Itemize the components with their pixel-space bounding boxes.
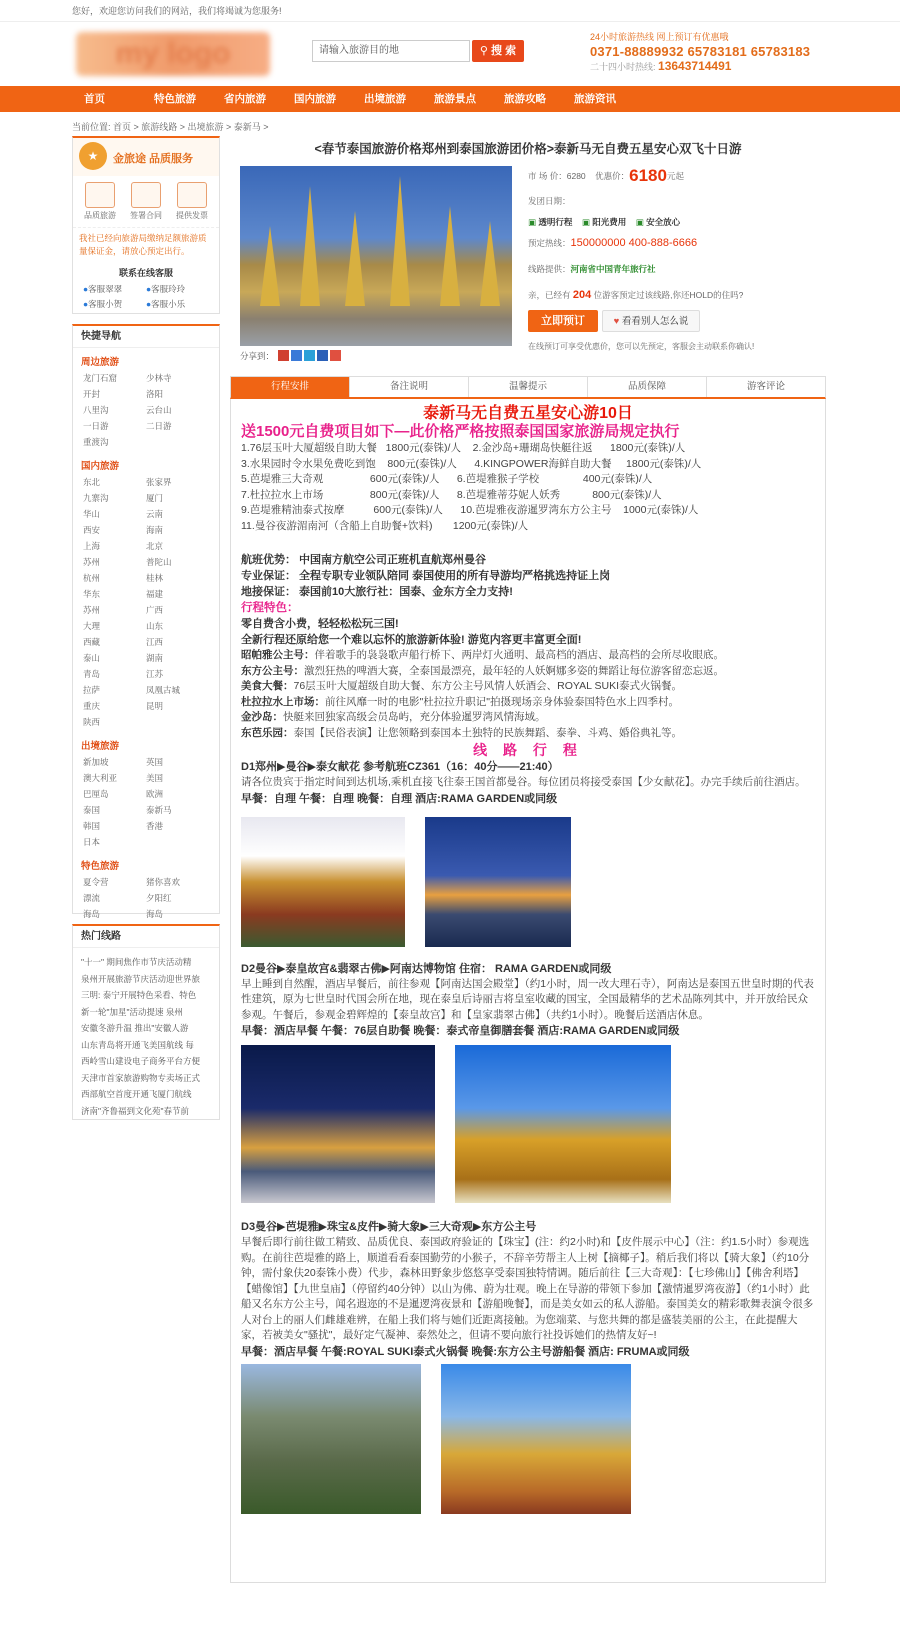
welcome-bar: 您好，欢迎您访问我们的网站，我们将竭诚为您服务! (0, 0, 900, 22)
day1-meals: 早餐：自理 午餐：自理 晚餐：自理 酒店:RAMA GARDEN或同级 (241, 792, 558, 805)
quality-tour-badge[interactable]: 品质旅游 (84, 182, 116, 221)
quick-nav-link[interactable]: 九寨沟 (83, 493, 109, 503)
quick-nav-link[interactable]: 湖南 (146, 653, 164, 663)
nav-news[interactable]: 旅游资讯 (574, 93, 616, 105)
grand-palace-photo (241, 817, 405, 947)
quick-nav-link[interactable]: 拉萨 (83, 685, 101, 695)
quick-nav-link[interactable]: 美国 (146, 773, 164, 783)
gift-item: 7.杜拉拉水上市场 800元(泰铢)/人 8.芭堤雅蒂芬妮人妖秀 800元(泰铢)/人 (241, 488, 662, 501)
hotline-label: 24小时旅游热线 网上预订有优惠哦 (590, 32, 729, 42)
quick-nav-link[interactable]: 云南 (146, 509, 164, 519)
hot-route-link[interactable]: 西岭雪山建设电子商务平台方便 (81, 1056, 201, 1066)
quick-nav-link[interactable]: 八里沟 (83, 405, 109, 415)
search-button[interactable]: ⚲ 搜 索 (472, 40, 524, 62)
feature-line: 零自费含小费，轻轻松松玩三国! (241, 618, 399, 630)
quick-nav-link[interactable]: 猪你喜欢 (146, 877, 181, 887)
quick-nav-link[interactable]: 欧洲 (146, 789, 164, 799)
quick-nav-link[interactable]: 厦门 (146, 493, 164, 503)
quick-nav-link[interactable]: 洛阳 (146, 389, 164, 399)
provider[interactable]: 河南省中国青年旅行社 (570, 264, 656, 274)
advantage-flight: 航班优势： 中国南方航空公司正班机直航郑州曼谷 (241, 554, 487, 566)
share-icon[interactable] (304, 350, 315, 361)
quick-nav-link[interactable]: 澳大利亚 (83, 773, 118, 783)
depart-date-label: 发团日期： (528, 196, 571, 206)
feature-item (241, 726, 815, 742)
logo-text: my logo (115, 37, 231, 70)
cs-link[interactable]: ● 客服玲玲 (146, 283, 209, 295)
hot-route-link[interactable]: 西部航空首度开通飞厦门航线 (81, 1089, 192, 1099)
hotline-24h: 13643714491 (658, 59, 732, 73)
quick-nav-link[interactable]: 泰山 (83, 653, 101, 663)
booking-note: 在线预订可享受优惠价，您可以先预定，客服会主动联系你确认! (528, 342, 755, 351)
nav-featured[interactable]: 特色旅游 (154, 93, 196, 105)
quick-nav-link[interactable]: 日本 (83, 837, 101, 847)
share-icon[interactable] (317, 350, 328, 361)
customer-service-title: 联系在线客服 (118, 268, 173, 278)
route-title: 线 路 行 程 (473, 742, 583, 758)
brand-text: 金旅途 品质服务 (113, 153, 194, 165)
temple-spires-photo (441, 1364, 631, 1514)
nav-attractions[interactable]: 旅游景点 (434, 93, 476, 105)
quick-nav-link[interactable]: 巴厘岛 (83, 789, 109, 799)
medal-icon: ★ (79, 142, 107, 170)
group-title[interactable]: 国内旅游 (81, 461, 120, 472)
hot-route-link[interactable]: 山东青岛将开通飞美国航线 每 (81, 1039, 194, 1050)
quick-nav-link[interactable]: 陕西 (83, 717, 101, 727)
feature-label: 昭帕雅公主号： (241, 649, 315, 661)
quality-icon (85, 182, 115, 208)
hotline-numbers: 0371-88889932 65783181 65783183 (590, 44, 811, 59)
feature-desc: 前往风靡一时的电影"杜拉拉升职记"拍摄现场亲身体验泰国特色水上四季村。 (325, 695, 679, 708)
feature-line: 全新行程还原给您一个难以忘怀的旅游新体验! 游览内容更丰富更全面! (241, 634, 582, 646)
day2-meals: 早餐：酒店早餐 午餐：76层自助餐 晚餐：泰式帝皇御膳套餐 酒店:RAMA GARDEN或同级 (241, 1025, 680, 1037)
hot-route-link[interactable]: 泉州开展旅游节庆活动迎世界旅 (81, 973, 201, 984)
gift-item: 5.芭堤雅三大奇观 600元(泰铢)/人 6.芭堤雅猴子学校 400元(泰铢)/人 (241, 473, 653, 485)
reviews-button[interactable]: ♥ 看看别人怎么说 (602, 310, 700, 332)
quick-nav-link[interactable]: 海岛 (146, 909, 164, 919)
day3-meals: 早餐：酒店早餐 午餐:ROYAL SUKI泰式火锅餐 晚餐:东方公主号游船餐 酒店: FRUMA或同级 (241, 1345, 690, 1358)
share-icon[interactable] (278, 350, 289, 361)
quick-nav-link[interactable]: 普陀山 (146, 557, 172, 567)
group-title[interactable]: 特色旅游 (81, 861, 120, 872)
book-now-button[interactable]: 立即预订 (528, 310, 598, 332)
feature-desc: 76层玉叶大厦超级自助大餐、东方公主号风情人妖酒会、ROYAL SUKI泰式火锅餐。 (293, 680, 683, 692)
quick-nav-link[interactable]: 泰国 (83, 805, 101, 815)
search-icon: ⚲ (479, 45, 488, 57)
quick-nav-link[interactable]: 夏令营 (83, 877, 109, 887)
hot-route-link[interactable]: 安徽冬游升温 推出"安徽人游 (81, 1023, 189, 1033)
quick-nav-link[interactable]: 二日游 (146, 421, 172, 431)
quick-nav-link[interactable]: 苏州 (83, 557, 101, 567)
hot-route-link[interactable]: 天津市首家旅游购物专卖场正式 (81, 1072, 201, 1083)
quick-nav-link[interactable]: 华山 (83, 509, 101, 519)
quick-nav-link[interactable]: 江苏 (146, 669, 164, 679)
tab-guarantee[interactable]: 品质保障 (588, 377, 707, 397)
group-title[interactable]: 出境旅游 (81, 741, 120, 752)
gift-item: 11.曼谷夜游湄南河（含船上自助餐+饮料) 1200元(泰铢)/人 (241, 519, 529, 532)
quick-nav-link[interactable]: 龙门石窟 (83, 373, 118, 383)
feature-label: 东芭乐园： (241, 726, 294, 739)
site-logo[interactable] (76, 32, 270, 76)
itinerary-heading: 泰新马无自费五星安心游10日 (423, 405, 633, 422)
tab-reviews[interactable]: 游客评论 (746, 381, 785, 392)
market-price: 6280 (566, 171, 586, 181)
day2-title: D2曼谷▶泰皇故宫&翡翠古佛▶阿南达博物馆 住宿： RAMA GARDEN或同级 (241, 962, 612, 975)
gift-heading: 送1500元自费项目如下—此价格严格按照泰国国家旅游局规定执行 (241, 423, 680, 440)
nav-outbound[interactable]: 出境旅游 (364, 93, 406, 105)
hot-route-link[interactable]: 三明: 泰宁开展特色采看、特色 (81, 990, 197, 1000)
heart-icon: ♥ (613, 316, 620, 327)
share-bar (240, 350, 341, 362)
itinerary-content (230, 399, 826, 1583)
feature-label: 美食大餐： (241, 680, 294, 692)
hot-routes-title: 热门线路 (73, 926, 219, 948)
check-icon: ▣ (528, 217, 537, 227)
quick-nav-link[interactable]: 云台山 (146, 405, 172, 415)
quick-nav-link[interactable]: 山东 (146, 621, 164, 631)
quick-nav-link[interactable]: 香港 (146, 821, 164, 831)
feature-label: 杜拉拉水上市场： (241, 695, 325, 708)
share-icon[interactable] (291, 350, 302, 361)
quick-nav-link[interactable]: 一日游 (83, 421, 109, 431)
quick-nav-link[interactable]: 英国 (146, 757, 164, 767)
quick-nav-link[interactable]: 昆明 (146, 701, 164, 711)
quick-nav-link[interactable]: 华东 (83, 589, 101, 599)
feature-label: 金沙岛： (241, 711, 283, 723)
main-content (230, 136, 826, 1583)
quick-nav-link[interactable]: 东北 (83, 477, 101, 487)
invoice-badge[interactable]: 提供发票 (176, 182, 208, 221)
quick-nav-link[interactable]: 开封 (83, 389, 101, 399)
cs-link[interactable]: ● 客服小乐 (146, 298, 209, 310)
nav-guides[interactable]: 旅游攻略 (504, 93, 546, 105)
day1-text: 请各位贵宾于指定时间到达机场,乘机直接飞往泰王国首都曼谷。每位团员将接受泰国【少女献花】。办完手续后前往酒店。 (241, 776, 806, 788)
quick-nav-link[interactable]: 江西 (146, 637, 164, 647)
tab-itinerary[interactable]: 行程安排 (231, 377, 350, 397)
discount-price: 6180 (629, 166, 667, 185)
check-icon: ▣ (635, 217, 644, 227)
quick-nav-link[interactable]: 西安 (83, 525, 101, 535)
quick-nav-link[interactable]: 少林寺 (146, 373, 172, 383)
quick-nav-link[interactable]: 凤凰古城 (146, 685, 181, 695)
quick-nav-link[interactable]: 上海 (83, 541, 101, 551)
site-header (0, 22, 900, 86)
quick-nav-link[interactable]: 夕阳红 (146, 893, 172, 903)
tab-tips[interactable]: 温馨提示 (469, 377, 588, 397)
gift-item: 9.芭堤雅精油泰式按摩 600元(泰铢)/人 10.芭堤雅夜游暹罗湾东方公主号 1000元(泰铢)/人 (241, 504, 699, 516)
invoice-icon (177, 182, 207, 208)
quick-nav-title: 快捷导航 (73, 326, 219, 348)
cs-link[interactable]: ● 客服翠翠 (83, 283, 146, 295)
features-title: 行程特色： (241, 602, 299, 614)
hot-route-link[interactable]: "十一" 期间焦作市节庆活动精 (81, 957, 192, 967)
quick-nav-link[interactable]: 张家界 (146, 477, 172, 487)
quick-nav-link[interactable]: 杭州 (83, 573, 101, 583)
quick-nav-link[interactable]: 广西 (146, 605, 164, 615)
tab-notes[interactable]: 备注说明 (350, 377, 469, 397)
temple-night-photo (241, 1045, 435, 1203)
brand-banner (73, 138, 219, 176)
contract-icon (131, 182, 161, 208)
deposit-note: 我社已经向旅游局缴纳足额旅游质量保证金，请放心预定出行。 (73, 227, 219, 262)
product-info: 市 场 价：6280 优惠价：6180元起 发团日期： ▣ 透明行程 ▣ 阳光费用 ▣ 安全放心 预定热线：150000000 400-888-6666 线路提供：河南省中国青年旅行社 亲，已经有 204 位游客预定过该线路,你还HOLD的住吗? 立即预订 ♥ 看看别人怎么说 在线预订可享受优惠价，您可以先预定，客服会主动联系你确认! (528, 166, 828, 361)
quick-nav-link[interactable]: 海南 (146, 525, 164, 535)
quick-nav-link[interactable]: 漂流 (83, 893, 101, 903)
product-title: <春节泰国旅游价格郑州到泰国旅游团价格>泰新马无自费五星安心双飞十日游 (314, 142, 742, 156)
feature-desc: 激烈狂热的啤酒大赛，全泰国最漂亮，最年轻的人妖婀娜多姿的舞蹈让每位游客留恋忘返。 (304, 664, 724, 677)
hot-routes (72, 924, 220, 1120)
quick-nav-link[interactable]: 重庆 (83, 701, 101, 711)
feature-item (241, 648, 815, 664)
main-nav (0, 86, 900, 112)
cs-link[interactable]: ● 客服小贺 (83, 298, 146, 310)
quick-nav-link[interactable]: 北京 (146, 541, 164, 551)
quick-nav-link[interactable]: 福建 (146, 589, 164, 599)
feature-label: 东方公主号： (241, 664, 304, 677)
day3-text: 早餐后即行前往做工精致、品质优良、泰国政府验证的【珠宝】(注：约2小时)和【皮件展示中心】（注：约1.5小时）参观选购。在前往芭堤雅的路上，顺道看看泰国勤劳的小猴子，不辞辛劳帮主人上树【摘椰子】。稍后我们将以【骑大象】（约10分钟，需付象伕20泰铢小费）代步，森林田野象步悠悠享受泰国独特情调。随后前往【三大奇观】：【七珍佛山】【佛舍利塔】【蜡像馆】【九世皇庙】（停留约40分钟）以山为佛、蔚为壮观。晚上在导游的带领下参加【激情暹罗湾夜游】（约1小时）此船又名东方公主号，闻名遐迩的不是暹逻湾夜景和【游船晚餐】，而是美女如云的私人游船。泰国美女的精彩歌舞表演令很多人对台上的丽人们雌雄难辨，在船上我们将与她们近距离接触。为您端菜、与您共舞的都是盛装美丽的公主，在此提醒大家，若被美女"骚扰"，最好定气凝神、泰然处之，但请不要向旅行社投诉她们的热情友好~! (241, 1236, 814, 1341)
group-title[interactable]: 周边旅游 (81, 357, 120, 368)
gift-item: 3.水果园时令水果免费吃到饱 800元(泰铢)/人 4.KINGPOWER海鲜自助大餐 1800元(泰铢)/人 (241, 457, 702, 470)
golden-buddha-photo (455, 1045, 671, 1203)
share-icon[interactable] (330, 350, 341, 361)
share-label: 分享到： (240, 351, 275, 361)
quick-nav-link[interactable]: 青岛 (83, 669, 101, 679)
feature-desc: 伴着歌手的袅袅歌声船行桥下、两岸灯火通明、最高档的酒店、最高档的会所尽收眼底。 (314, 649, 724, 661)
breadcrumb: 当前位置: 首页 > 旅游线路 > 出境旅游 > 泰新马 > (72, 122, 269, 132)
main-product-image[interactable] (240, 166, 512, 346)
buddha-mountain-photo (241, 1364, 421, 1514)
day1-title: D1郑州▶曼谷▶泰女献花 参考航班CZ361（16：40分——21:40） (241, 761, 559, 773)
advantage-pro: 专业保证： 全程专职专业领队陪同 泰国使用的所有导游均严格挑选持证上岗 (241, 570, 611, 582)
hot-route-link[interactable]: 新一轮"加星"活动提速 泉州 (81, 1006, 183, 1017)
quick-nav-link[interactable]: 重渡沟 (83, 437, 109, 447)
quick-nav-link[interactable]: 西藏 (83, 637, 101, 647)
quick-nav (72, 324, 220, 919)
day2-text: 早上睡到自然醒，酒店早餐后，前往参观【阿南达国会殿堂】（约1小时，周一改大理石寺），阿南达是泰国五世皇时期的代表性建筑，原为七世皇时代国会所在地，现在泰皇后诗丽吉将皇室收藏的国宝，全国最精华的艺术品陈列其中，并开放给民众参观。午餐后，参观金碧辉煌的【泰皇故宫】和【皇家翡翠古佛】（共约1小时）。晚餐后送酒店休息。 (241, 977, 814, 1021)
gift-item: 1.76层玉叶大厦超级自助大餐 1800元(泰铢)/人 2.金沙岛+珊瑚岛快艇往返 1800元(泰铢)/人 (241, 442, 686, 454)
search-input[interactable]: 请输入旅游目的地 (312, 40, 470, 62)
feature-item (241, 695, 815, 711)
hot-route-link[interactable]: 济南"齐鲁福到文化苑"春节前 (81, 1105, 190, 1116)
feature-item (241, 664, 815, 680)
customer-service-list (73, 279, 219, 314)
contract-badge[interactable]: 签署合同 (130, 182, 162, 221)
hotline-24h-label: 二十四小时热线: (590, 62, 656, 72)
nav-province[interactable]: 省内旅游 (224, 93, 266, 105)
feature-desc: 快艇来回独家高级会员岛屿，充分体验暹罗湾风情海域。 (283, 711, 546, 723)
quick-nav-link[interactable]: 苏州 (83, 605, 101, 615)
feature-desc: 泰国【民俗表演】让您领略到泰国本土独特的民族舞蹈、泰拳、斗鸡、婚俗典礼等。 (293, 726, 682, 739)
wat-arun-night-photo (425, 817, 571, 947)
quick-nav-link[interactable]: 韩国 (83, 821, 101, 831)
nav-home[interactable]: 首页 (84, 93, 105, 105)
booked-count: 204 (572, 289, 592, 301)
quick-nav-link[interactable]: 泰新马 (146, 805, 172, 815)
quick-nav-link[interactable]: 桂林 (146, 573, 164, 583)
day3-title: D3曼谷▶芭堤雅▶珠宝&皮件▶骑大象▶三大奇观▶东方公主号 (241, 1221, 537, 1233)
quick-nav-link[interactable]: 新加坡 (83, 757, 109, 767)
nav-domestic[interactable]: 国内旅游 (294, 93, 336, 105)
quick-nav-link[interactable]: 海岛 (83, 909, 101, 919)
sidebar (72, 136, 220, 1120)
hotline-block (590, 30, 820, 73)
detail-tabs (230, 376, 826, 399)
booking-phone: 150000000 400-888-6666 (570, 237, 698, 249)
advantage-local: 地接保证： 泰国前10大旅行社：国泰、金东方全力支持! (241, 586, 513, 598)
feature-item (241, 710, 815, 726)
quick-nav-link[interactable]: 大理 (83, 621, 101, 631)
feature-item (241, 679, 815, 695)
check-icon: ▣ (581, 217, 590, 227)
